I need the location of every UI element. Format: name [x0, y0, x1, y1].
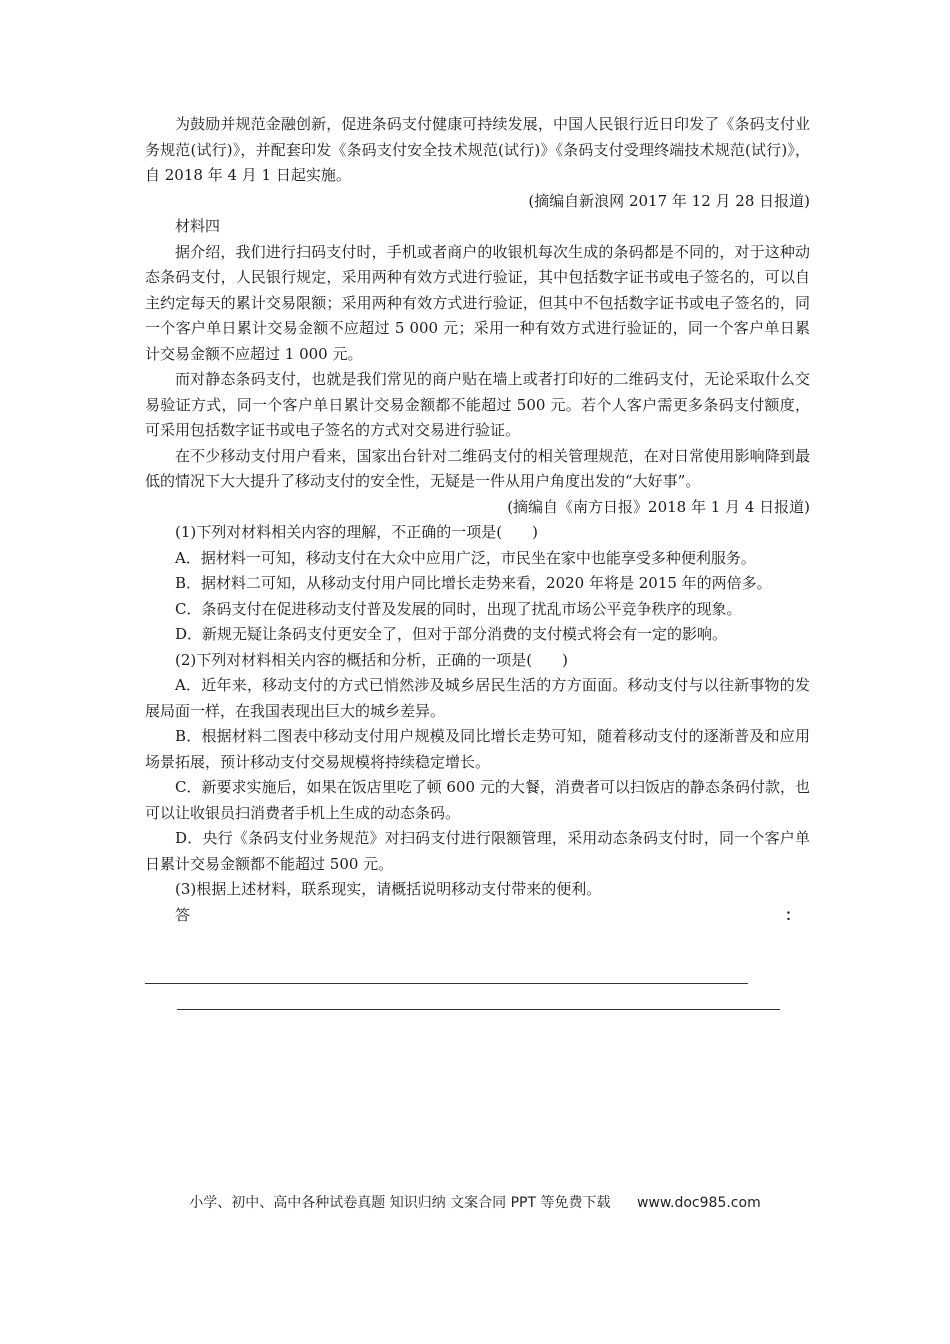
question-1-option-d: D．新规无疑让条码支付更安全了，但对于部分消费的支付模式将会有一定的影响。	[175, 625, 728, 643]
footer-text: 小学、初中、高中各种试卷真题 知识归纳 文案合同 PPT 等免费下载	[189, 1195, 611, 1211]
answer-label: 答	[175, 905, 191, 924]
question-1-option-a: A．据材料一可知，移动支付在大众中应用广泛，市民坐在家中也能享受多种便利服务。	[175, 548, 756, 567]
footer-url[interactable]: www.doc985.com	[636, 1195, 761, 1211]
material4-paragraph-1: 据介绍，我们进行扫码支付时，手机或者商户的收银机每次生成的条码都是不同的，对于这种动态条码支付，人民银行规定，采用两种有效方式进行验证，其中包括数字证书或电子签名的，可以自主约定每天的累计交易限额；采用两种有效方式进行验证，但其中不包括数字证书或电子签名的，同一个客户单日累计交易金额不应超过 5 000 元；采用一种有效方式进行验证的，同一个客户单日累计交易金额不应超过 1 000 元。	[145, 242, 810, 363]
answer-colon: ：	[784, 905, 800, 924]
document-body	[145, 112, 810, 928]
question-1-option-b: B．据材料二可知，从移动支付用户同比增长走势来看，2020 年将是 2015 年的两倍多。	[175, 574, 772, 592]
question-1-option-c: C．条码支付在促进移动支付普及发展的同时，出现了扰乱市场公平竞争秩序的现象。	[175, 599, 742, 618]
question-2-option-b: B．根据材料二图表中移动支付用户规模及同比增长走势可知，随着移动支付的逐渐普及和应用场景拓展，预计移动支付交易规模将持续稳定增长。	[145, 727, 810, 771]
question-2-option-c: C．新要求实施后，如果在饭店里吃了顿 600 元的大餐，消费者可以扫饭店的静态条码付款，也可以让收银员扫消费者手机上生成的动态条码。	[145, 778, 810, 822]
material4-heading: 材料四	[175, 217, 221, 235]
question-2-option-d: D．央行《条码支付业务规范》对扫码支付进行限额管理，采用动态条码支付时，同一个客户单日累计交易金额都不能超过 500 元。	[145, 829, 810, 873]
material3-source: (摘编自新浪网 2017 年 12 月 28 日报道)	[528, 191, 810, 210]
question-3: (3)根据上述材料，联系现实，请概括说明移动支付带来的便利。	[175, 880, 602, 898]
footer	[0, 1192, 950, 1212]
answer-row	[145, 903, 810, 928]
material3-paragraph: 为鼓励并规范金融创新，促进条码支付健康可持续发展，中国人民银行近日印发了《条码支付业务规范(试行)》，并配套印发《条码支付安全技术规范(试行)》《条码支付受理终端技术规范(试行)》，自 2018 年 4 月 1 日起实施。	[145, 115, 810, 184]
answer-line-2	[177, 1009, 780, 1010]
material4-paragraph-2: 而对静态条码支付，也就是我们常见的商户贴在墙上或者打印好的二维码支付，无论采取什么交易验证方式，同一个客户单日累计交易金额都不能超过 500 元。若个人客户需更多条码支付额度，可采用包括数字证书或电子签名的方式对交易进行验证。	[145, 370, 810, 439]
question-1: (1)下列对材料相关内容的理解，不正确的一项是( )	[175, 523, 538, 541]
answer-line-1	[145, 983, 748, 984]
question-2: (2)下列对材料相关内容的概括和分析，正确的一项是( )	[175, 650, 568, 669]
material4-source: (摘编自《南方日报》2018 年 1 月 4 日报道)	[507, 497, 810, 516]
material4-paragraph-3: 在不少移动支付用户看来，国家出台针对二维码支付的相关管理规范，在对日常使用影响降到最低的情况下大大提升了移动支付的安全性，无疑是一件从用户角度出发的“大好事”。	[145, 446, 810, 490]
question-2-option-a: A．近年来，移动支付的方式已悄然涉及城乡居民生活的方方面面。移动支付与以往新事物的发展局面一样，在我国表现出巨大的城乡差异。	[145, 676, 810, 720]
